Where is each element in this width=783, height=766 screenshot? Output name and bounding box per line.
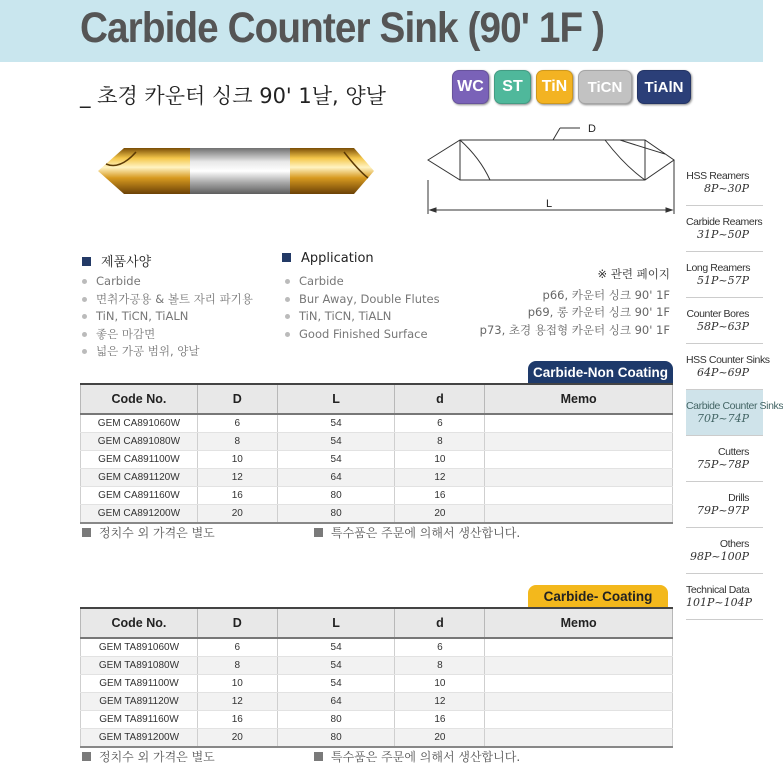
- d-dimension-label: D: [588, 123, 596, 135]
- column-header: D: [197, 384, 277, 414]
- table-row: [81, 729, 673, 748]
- table-cell: 20: [395, 729, 485, 748]
- table-row: [81, 451, 673, 469]
- table-cell: [485, 638, 673, 657]
- table-cell: 54: [277, 675, 395, 693]
- badge-wc: WC: [452, 70, 489, 104]
- table-cell: 80: [277, 729, 395, 748]
- table-row: [81, 487, 673, 505]
- side-nav-name: Others: [719, 538, 749, 550]
- column-header: L: [277, 384, 395, 414]
- table-cell: 6: [395, 414, 485, 433]
- table-cell: 6: [197, 414, 277, 433]
- column-header: L: [277, 608, 395, 638]
- related-heading: ※ 관련 페이지: [597, 267, 670, 281]
- table-cell: GEM TA891200W: [81, 729, 198, 748]
- side-nav-item[interactable]: [686, 574, 763, 620]
- side-nav-item[interactable]: [686, 390, 783, 436]
- related-item[interactable]: p66, 카운터 싱크 90' 1F: [542, 287, 670, 302]
- table-cell: 12: [395, 469, 485, 487]
- table-cell: 10: [197, 451, 277, 469]
- note-square: [82, 528, 91, 537]
- table-cell: 64: [277, 693, 395, 711]
- badge-st: ST: [494, 70, 531, 104]
- table-cell: GEM TA891160W: [81, 711, 198, 729]
- note-square: [314, 528, 323, 537]
- side-nav-name: Long Reamers: [686, 262, 751, 274]
- table-cell: [485, 675, 673, 693]
- badge-ticn: TiCN: [578, 70, 632, 104]
- side-nav-pages: 98P~100P: [689, 550, 749, 563]
- badge-tialn: TiAlN: [637, 70, 691, 104]
- spec-en-list: [285, 273, 440, 343]
- side-nav-item[interactable]: [686, 436, 763, 482]
- side-nav-pages: 79P~97P: [696, 504, 749, 517]
- spec-item: Bur Away, Double Flutes: [285, 291, 440, 309]
- table-cell: [485, 505, 673, 524]
- side-nav-name: Cutters: [717, 446, 749, 458]
- column-header: Code No.: [81, 608, 198, 638]
- side-nav-item[interactable]: [686, 160, 763, 206]
- side-nav-pages: 31P~50P: [696, 228, 749, 241]
- spec-item: Good Finished Surface: [285, 326, 440, 344]
- table-cell: 80: [277, 505, 395, 524]
- side-nav-item[interactable]: [686, 206, 763, 252]
- table-cell: 16: [395, 711, 485, 729]
- table-row: [81, 505, 673, 524]
- spec-item: Carbide: [82, 273, 253, 291]
- page-subtitle: _ 초경 카운터 싱크 90' 1날, 양날: [80, 84, 386, 108]
- column-header: d: [395, 384, 485, 414]
- table-cell: 16: [395, 487, 485, 505]
- column-header: D: [197, 608, 277, 638]
- table-cell: 10: [197, 675, 277, 693]
- table-row: [81, 657, 673, 675]
- spec-en-heading: Application: [282, 251, 374, 266]
- table-row: [81, 711, 673, 729]
- side-nav-name: HSS Counter Sinks: [686, 354, 770, 366]
- table-cell: 8: [395, 657, 485, 675]
- bullet-square: [282, 253, 291, 262]
- note-2-bottom: 특수품은 주문에 의해서 생산합니다.: [314, 748, 520, 765]
- table-row: [81, 433, 673, 451]
- table-row: [81, 638, 673, 657]
- bullet-square: [82, 257, 91, 266]
- table-cell: 54: [277, 451, 395, 469]
- coating-badges: [452, 70, 691, 104]
- spec-kr-heading: 제품사양: [82, 251, 151, 270]
- table-cell: 8: [197, 657, 277, 675]
- spec-item: 넓은 가공 범위, 양날: [82, 343, 253, 361]
- table-cell: 8: [395, 433, 485, 451]
- table-cell: 54: [277, 414, 395, 433]
- side-nav-name: Carbide Reamers: [686, 216, 763, 228]
- note-1: 정치수 외 가격은 별도: [82, 524, 215, 541]
- table-cell: 20: [197, 505, 277, 524]
- table-row: [81, 469, 673, 487]
- column-header: Code No.: [81, 384, 198, 414]
- table-cell: GEM CA891160W: [81, 487, 198, 505]
- note-square: [82, 752, 91, 761]
- coating-table: [80, 607, 673, 748]
- table-cell: [485, 469, 673, 487]
- table-cell: GEM TA891100W: [81, 675, 198, 693]
- table-cell: [485, 657, 673, 675]
- side-nav-pages: 64P~69P: [696, 366, 749, 379]
- table-cell: 6: [395, 638, 485, 657]
- side-nav-item[interactable]: [686, 528, 763, 574]
- table-cell: 54: [277, 638, 395, 657]
- table-cell: 10: [395, 451, 485, 469]
- side-nav-item[interactable]: [686, 298, 763, 344]
- note-1-bottom: 정치수 외 가격은 별도: [82, 748, 215, 765]
- badge-tin: TiN: [536, 70, 573, 104]
- table-cell: GEM CA891200W: [81, 505, 198, 524]
- table-cell: GEM CA891080W: [81, 433, 198, 451]
- table-cell: [485, 414, 673, 433]
- side-nav-pages: 58P~63P: [696, 320, 749, 333]
- spec-item: TiN, TiCN, TiALN: [82, 308, 253, 326]
- table-cell: GEM TA891120W: [81, 693, 198, 711]
- table-cell: [485, 729, 673, 748]
- related-item[interactable]: p69, 롱 카운터 싱크 90' 1F: [527, 305, 670, 319]
- non-coating-table: [80, 383, 673, 524]
- table-cell: GEM CA891120W: [81, 469, 198, 487]
- table-cell: [485, 487, 673, 505]
- side-nav-name: Drills: [728, 492, 749, 504]
- non-coating-label: Carbide-Non Coating: [528, 361, 673, 383]
- table-row: [81, 693, 673, 711]
- table-cell: 20: [395, 505, 485, 524]
- column-header: d: [395, 608, 485, 638]
- table-cell: GEM TA891080W: [81, 657, 198, 675]
- side-nav-pages: 75P~78P: [696, 458, 749, 471]
- table-cell: GEM CA891060W: [81, 414, 198, 433]
- product-photo: [96, 140, 376, 202]
- side-nav-name: HSS Reamers: [686, 170, 749, 182]
- side-nav-pages: 70P~74P: [696, 412, 749, 425]
- spec-item: TiN, TiCN, TiALN: [285, 308, 440, 326]
- page-title: Carbide Counter Sink (90' 1F ): [80, 4, 605, 52]
- coating-label: Carbide- Coating: [528, 585, 668, 607]
- note-square: [314, 752, 323, 761]
- table-cell: 80: [277, 487, 395, 505]
- side-nav-item[interactable]: [686, 344, 770, 390]
- spec-item: Carbide: [285, 273, 440, 291]
- table-cell: 12: [395, 693, 485, 711]
- column-header: Memo: [485, 608, 673, 638]
- table-cell: [485, 433, 673, 451]
- table-cell: 80: [277, 711, 395, 729]
- side-nav-name: Technical Data: [686, 584, 750, 596]
- spec-item: 좋은 마감면: [82, 326, 253, 344]
- table-cell: 54: [277, 433, 395, 451]
- table-cell: 10: [395, 675, 485, 693]
- table-cell: 8: [197, 433, 277, 451]
- l-dimension-label: L: [546, 198, 553, 210]
- side-nav-item[interactable]: [686, 482, 763, 528]
- side-nav-name: Carbide Counter Sinks: [686, 400, 783, 412]
- column-header: Memo: [485, 384, 673, 414]
- table-cell: 16: [197, 487, 277, 505]
- table-cell: 12: [197, 469, 277, 487]
- table-cell: 16: [197, 711, 277, 729]
- spec-item: 면취가공용 & 볼트 자리 파기용: [82, 291, 253, 309]
- table-row: [81, 414, 673, 433]
- related-item[interactable]: p73, 초경 용접형 카운터 싱크 90' 1F: [479, 322, 670, 337]
- table-cell: 12: [197, 693, 277, 711]
- table-row: [81, 675, 673, 693]
- table-cell: [485, 451, 673, 469]
- note-2: 특수품은 주문에 의해서 생산합니다.: [314, 524, 520, 541]
- side-nav-pages: 51P~57P: [696, 274, 749, 287]
- table-cell: 64: [277, 469, 395, 487]
- table-cell: 20: [197, 729, 277, 748]
- side-nav-name: Counter Bores: [686, 308, 749, 320]
- side-nav: [686, 160, 783, 620]
- table-cell: GEM TA891060W: [81, 638, 198, 657]
- table-cell: [485, 693, 673, 711]
- side-nav-item[interactable]: [686, 252, 763, 298]
- table-cell: 6: [197, 638, 277, 657]
- side-nav-pages: 8P~30P: [703, 182, 749, 195]
- side-nav-pages: 101P~104P: [686, 596, 753, 609]
- spec-kr-list: [82, 273, 253, 361]
- table-cell: [485, 711, 673, 729]
- table-cell: 54: [277, 657, 395, 675]
- dimension-drawing: [420, 118, 685, 218]
- table-cell: GEM CA891100W: [81, 451, 198, 469]
- related-pages: [480, 266, 670, 339]
